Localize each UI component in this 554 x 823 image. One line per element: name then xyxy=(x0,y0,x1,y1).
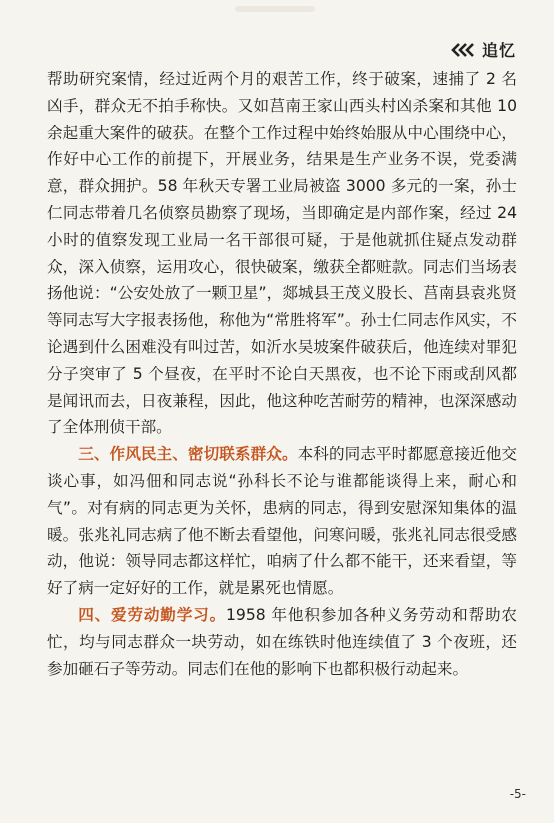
page-number: -5- xyxy=(509,787,526,801)
section-header xyxy=(450,38,516,61)
section-3-heading: 三、作风民主、密切联系群众。 xyxy=(78,445,298,464)
section-4-heading: 四、爱劳动勤学习。 xyxy=(78,605,226,624)
paragraph-1: 帮助研究案情，经过近两个月的艰苦工作，终于破案，速捕了 2 名凶手，群众无不拍手称快。又如莒南王家山西头村凶杀案和其他 10 余起重大案件的破获。在整个工作过程中始终始服从中心围绕中心，作好中心工作的前提下，开展业务，结果是生产业务不误，党委满意，群众拥护。58 年秋天专署工业局被盗 3000 多元的一案，孙士仁同志带着几名侦察员勘察了现场，当即确定是内部作案，经过 24 小时的值察发现工业局一名干部很可疑，于是他就抓住疑点发动群众，深入侦察，运用攻心，很快破案，缴获全都赃款。同志们当场表扬他说：“公安处放了一颗卫星”，郯城县王茂义股长、莒南县袁兆贤等同志写大字报表扬他，称他为“常胜将军”。孙士仁同志作风实，不论遇到什么困难没有叫过苦，如沂水吴坡案件破获后，他连续对罪犯分子突审了 5 个昼夜，在平时不论白天黑夜，也不论下雨或刮风都是闻讯而去，日夜兼程，因此，他这种吃苦耐劳的精神，也深深感动了全体刑侦干部。 xyxy=(47,70,517,437)
paragraph-section-3 xyxy=(47,441,517,602)
section-3-text: 本科的同志平时都愿意接近他交谈心事，如冯佃和同志说“孙科长不论与谁都能谈得上来，耐心和气”。对有病的同志更为关怀，患病的同志，得到安慰深知集体的温暖。张兆礼同志病了他不断去看望他，问寒问暖，张兆礼同志很受感动，他说：领导同志都这样忙，咱病了什么都不能干，还来看望，等好了病一定好好的工作，就是累死也情愿。 xyxy=(47,445,517,598)
top-decoration xyxy=(235,6,315,12)
paragraph-section-4 xyxy=(47,602,517,682)
double-chevron-left-icon xyxy=(450,43,476,57)
section-4-text: 1958 年他积参加各种义务劳动和帮助农忙，均与同志群众一块劳动，如在练铁时他连续值了 3 个夜班，还参加砸石子等劳动。同志们在他的影响下也都积极行动起来。 xyxy=(47,605,517,678)
article-body xyxy=(47,66,517,682)
section-title: 追忆 xyxy=(481,41,516,60)
